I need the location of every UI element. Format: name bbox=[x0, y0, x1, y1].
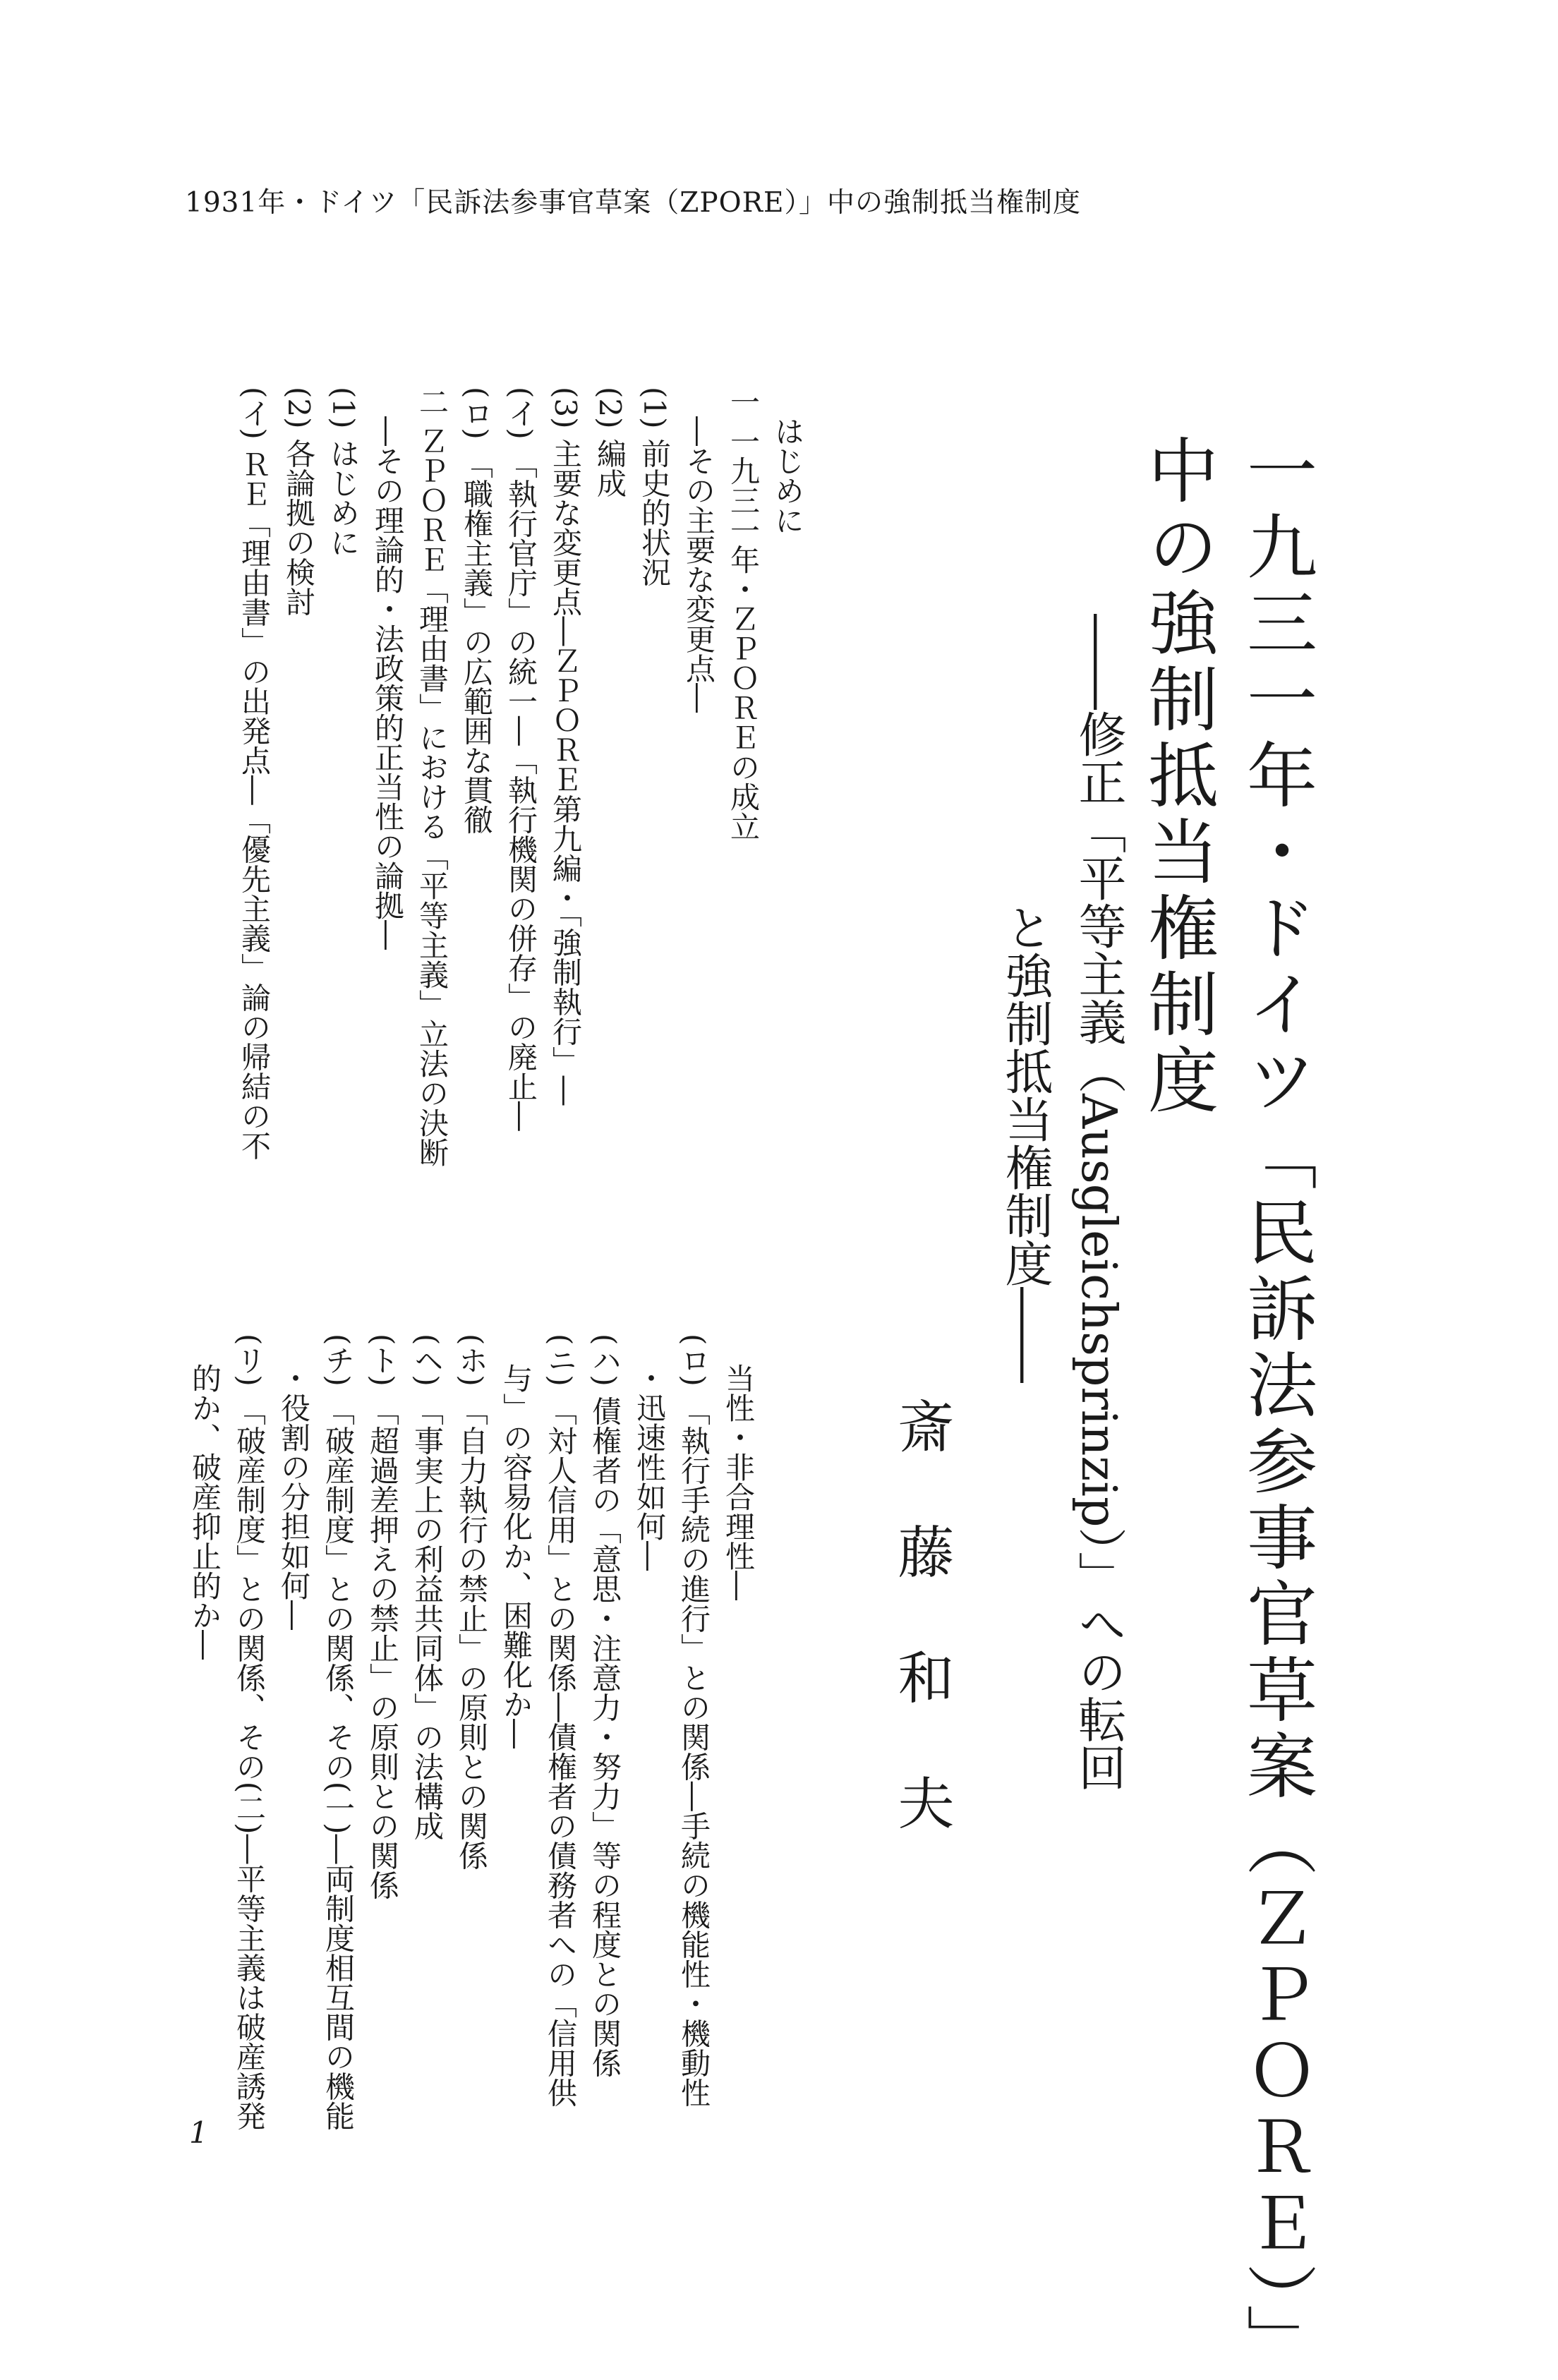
toc-entry bbox=[583, 1334, 627, 2078]
toc-entry-mark: (ニ) bbox=[543, 1334, 578, 1387]
toc-entry bbox=[543, 387, 588, 1191]
toc-entry-text: はじめに bbox=[326, 438, 361, 557]
toc-entry bbox=[183, 1334, 227, 2074]
toc-entry-text: 主要な変更点―ＺＰＯＲＥ第九編・「強制執行」― bbox=[548, 438, 583, 1106]
toc-entry-text: 「職権主義」の広範囲な貫徹 bbox=[459, 449, 494, 835]
toc-entry bbox=[410, 387, 454, 1191]
subtitle-line-2: と強制抵当権制度―― bbox=[997, 903, 1053, 1383]
toc-entry-text: ＺＰＯＲＥ「理由書」における「平等主義」立法の決断 bbox=[415, 426, 449, 1167]
author-name: 斎藤和夫 bbox=[888, 1397, 954, 1899]
toc-entry-text: はじめに bbox=[771, 416, 805, 535]
toc-entry-text: ―その理論的・法政策的正当性の論拠― bbox=[370, 416, 405, 950]
toc-entry bbox=[227, 1334, 272, 2131]
toc-entry bbox=[677, 387, 721, 1191]
toc-entry-text: 当性・非合理性― bbox=[721, 1363, 756, 1600]
toc-entry-mark: (ヘ) bbox=[410, 1334, 445, 1387]
toc-entry-mark: (イ) bbox=[504, 387, 538, 440]
toc-entry-text: 「破産制度」との関係、その(二)―平等主義は破産誘発 bbox=[232, 1396, 267, 2131]
toc-entry-text: 前史的状況 bbox=[637, 438, 672, 587]
table-of-contents-upper bbox=[232, 387, 810, 1191]
toc-entry-mark: (ホ) bbox=[454, 1334, 489, 1387]
toc-entry-text: ・迅速性如何― bbox=[632, 1363, 667, 1571]
toc-entry bbox=[721, 387, 766, 1191]
toc-entry-text: 「破産制度」との関係、その(一)―両制度相互間の機能 bbox=[321, 1396, 356, 2131]
toc-entry-mark: (ロ) bbox=[677, 1334, 711, 1387]
toc-entry bbox=[449, 1334, 494, 2074]
toc-entry-text: ＲＥ「理由書」の出発点―「優先主義」論の帰結の不 bbox=[237, 449, 272, 1161]
toc-entry bbox=[716, 1334, 761, 2074]
toc-entry bbox=[316, 1334, 361, 2131]
toc-entry-text: 「執行官庁」の統一―「執行機関の併存」の廃止― bbox=[504, 449, 538, 1131]
toc-entry bbox=[766, 387, 810, 1191]
subtitle-line-1: ――修正「平等主義（Ausgleichsprinzip）」への転回 bbox=[1070, 614, 1126, 1792]
toc-entry bbox=[538, 1334, 583, 2108]
toc-entry bbox=[454, 387, 499, 1191]
toc-entry bbox=[277, 387, 321, 1191]
toc-entry-text: 各論拠の検討 bbox=[282, 438, 316, 617]
title-line-2: 中の強制抵当権制度 bbox=[1136, 434, 1219, 1120]
toc-entry-mark: (2) bbox=[593, 387, 627, 429]
toc-entry bbox=[632, 387, 677, 1191]
toc-entry-mark: (ト) bbox=[366, 1334, 400, 1387]
toc-entry bbox=[499, 387, 543, 1191]
toc-entry-text: 与」の容易化か、困難化か― bbox=[499, 1363, 533, 1748]
toc-entry bbox=[361, 1334, 405, 2074]
toc-entry bbox=[272, 1334, 316, 2074]
toc-entry-mark: (イ) bbox=[237, 387, 272, 440]
toc-entry-mark: (2) bbox=[282, 387, 316, 429]
toc-entry bbox=[627, 1334, 672, 2074]
toc-entry bbox=[588, 387, 632, 1191]
toc-entry-mark: (1) bbox=[637, 387, 672, 429]
toc-entry-text: ―その主要な変更点― bbox=[682, 416, 716, 713]
toc-entry-text: 「超過差押えの禁止」の原則との関係 bbox=[366, 1396, 400, 1900]
page-number: 1 bbox=[189, 2115, 208, 2150]
toc-entry-text: 「事実上の利益共同体」の法構成 bbox=[410, 1396, 445, 1841]
toc-entry-text: 「執行手続の進行」との関係―手続の機能性・機動性 bbox=[677, 1396, 711, 2108]
toc-entry-mark: (チ) bbox=[321, 1334, 356, 1387]
toc-entry-text: 債権者の「意思・注意力・努力」等の程度との関係 bbox=[588, 1396, 622, 2078]
toc-entry-text: 的か、破産抑止的か― bbox=[188, 1363, 222, 1660]
title-line-1: 一九三一年・ドイツ「民訴法参事官草案（ＺＰＯＲＥ）」 bbox=[1235, 434, 1317, 2380]
toc-entry-text: 「自力執行の禁止」の原則との関係 bbox=[454, 1396, 489, 1871]
toc-entry-text: ・役割の分担如何― bbox=[277, 1363, 311, 1630]
toc-entry-text: 一九三一年・ＺＰＯＲＥの成立 bbox=[726, 426, 761, 841]
toc-entry bbox=[672, 1334, 716, 2108]
running-header: 1931年・ドイツ「民訴法参事官草案（ZPORE）」中の強制抵当権制度 bbox=[185, 187, 1081, 219]
toc-entry-mark: (リ) bbox=[232, 1334, 267, 1387]
toc-entry-mark: 一 bbox=[726, 387, 761, 416]
toc-entry bbox=[232, 387, 277, 1191]
toc-entry-mark: 二 bbox=[415, 387, 449, 416]
toc-entry-mark: (3) bbox=[548, 387, 583, 429]
toc-entry bbox=[405, 1334, 449, 2074]
toc-entry-text: 「対人信用」との関係―債権者の債務者への「信用供 bbox=[543, 1396, 578, 2108]
toc-entry-mark: (1) bbox=[326, 387, 361, 429]
table-of-contents-lower bbox=[183, 1334, 761, 2131]
toc-entry-mark: (ハ) bbox=[588, 1334, 622, 1387]
article-title bbox=[1128, 434, 1325, 2380]
toc-entry bbox=[494, 1334, 538, 2074]
article-subtitle bbox=[988, 614, 1135, 1813]
toc-entry-mark: (ロ) bbox=[459, 387, 494, 440]
toc-entry bbox=[321, 387, 366, 1191]
toc-entry-text: 編成 bbox=[593, 438, 627, 498]
toc-entry bbox=[366, 387, 410, 1191]
